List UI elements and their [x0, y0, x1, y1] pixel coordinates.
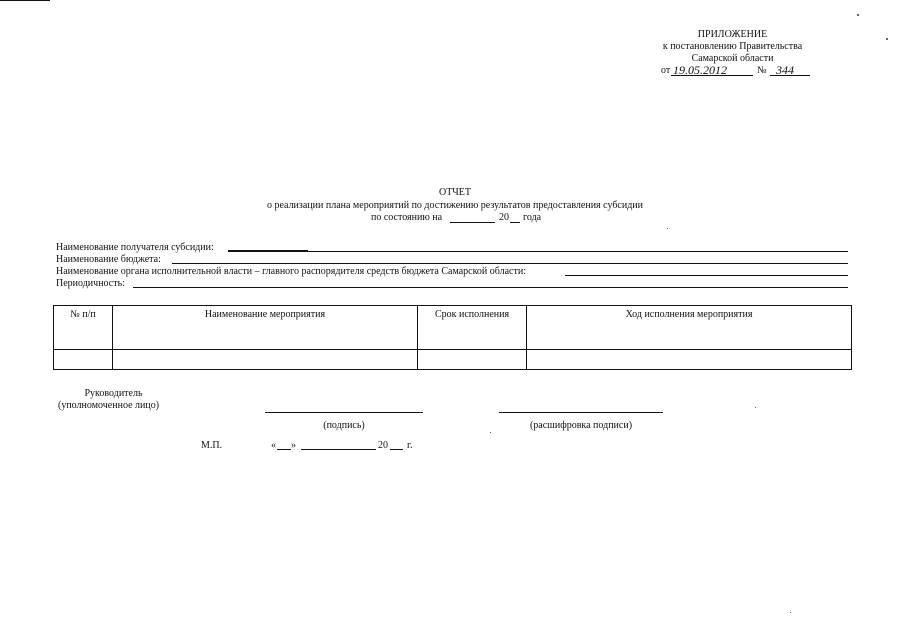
date-close-quote: » — [291, 440, 296, 451]
scan-edge-mark — [0, 0, 50, 1]
appendix-line1: к постановлению Правительства — [662, 41, 803, 52]
cell-number[interactable] — [54, 350, 113, 370]
report-as-of-suffix: года — [523, 212, 542, 223]
appendix-date-prefix: от — [661, 65, 671, 76]
scan-speck — [667, 228, 668, 229]
appendix-date-line — [671, 75, 753, 76]
appendix-number-line — [770, 75, 810, 76]
field-periodicity-line[interactable] — [133, 287, 848, 288]
signature-line[interactable] — [265, 412, 423, 413]
scan-speck — [755, 407, 756, 408]
scan-speck — [490, 432, 491, 433]
signer-role-line1: Руководитель — [84, 388, 143, 399]
cell-progress[interactable] — [527, 350, 852, 370]
field-recipient-label: Наименование получателя субсидии: — [56, 242, 214, 253]
table-row — [54, 350, 852, 370]
date-year-line[interactable] — [390, 449, 403, 450]
signer-role-line2: (уполномоченное лицо) — [58, 400, 160, 411]
scan-speck — [886, 38, 888, 40]
report-title: ОТЧЕТ — [438, 187, 472, 198]
scan-speck — [857, 14, 859, 16]
report-year-line — [510, 222, 520, 223]
signature-decode-caption: (расшифровка подписи) — [529, 420, 633, 431]
events-table — [53, 305, 852, 370]
table-header-row — [54, 306, 852, 350]
field-budget-label: Наименование бюджета: — [56, 254, 161, 265]
appendix-date-value: 19.05.2012 — [673, 63, 727, 77]
date-year-suffix: г. — [407, 440, 413, 451]
field-recipient-underline-thick — [228, 250, 308, 252]
appendix-number-value: 344 — [776, 63, 794, 77]
field-recipient-line[interactable] — [228, 251, 848, 252]
date-year-prefix: 20 — [378, 440, 388, 451]
signature-caption: (подпись) — [323, 420, 365, 431]
date-month-line[interactable] — [301, 449, 376, 450]
field-authority-label: Наименование органа исполнительной власти – главного распорядителя средств бюджета Самарской области: — [56, 266, 526, 277]
cell-event-name[interactable] — [113, 350, 418, 370]
field-authority-line[interactable] — [565, 275, 848, 276]
col-header-deadline: Срок исполнения — [418, 306, 527, 350]
appendix-line2: Самарской области — [691, 53, 774, 64]
report-as-of-prefix: по состоянию на — [371, 212, 443, 223]
report-as-of-year: 20 — [499, 212, 509, 223]
appendix-title: ПРИЛОЖЕНИЕ — [697, 29, 768, 40]
col-header-progress: Ход исполнения мероприятия — [527, 306, 852, 350]
scan-speck — [790, 612, 791, 613]
date-open-quote: « — [271, 440, 276, 451]
col-header-event-name: Наименование мероприятия — [113, 306, 418, 350]
stamp-label: М.П. — [201, 440, 223, 451]
appendix-number-prefix: № — [757, 65, 767, 76]
signature-decode-line[interactable] — [499, 412, 663, 413]
field-budget-line[interactable] — [172, 263, 848, 264]
col-header-number: № п/п — [54, 306, 113, 350]
date-day-line[interactable] — [277, 449, 291, 450]
report-date-line — [450, 222, 495, 223]
cell-deadline[interactable] — [418, 350, 527, 370]
report-subtitle: о реализации плана мероприятий по достижению результатов предоставления субсидии — [266, 200, 643, 211]
field-periodicity-label: Периодичность: — [56, 278, 125, 289]
